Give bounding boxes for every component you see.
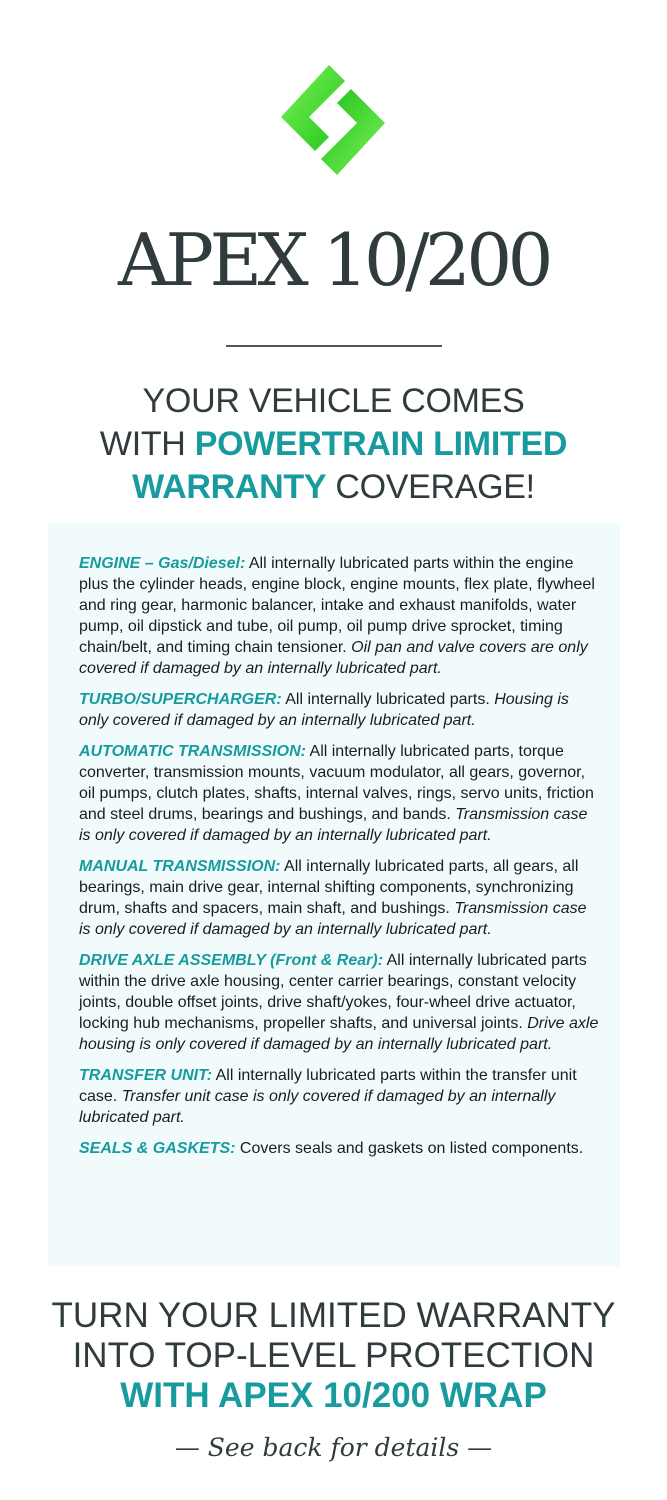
cta-line-2: INTO TOP-LEVEL PROTECTION bbox=[72, 1336, 595, 1375]
coverage-note: Housing is only covered if damaged by an internally lubricated part. bbox=[79, 691, 569, 729]
coverage-label: SEALS & GASKETS: bbox=[79, 1140, 236, 1157]
coverage-text: All internally lubricated parts within the transfer unit case. bbox=[79, 1067, 577, 1105]
coverage-label: ENGINE – Gas/Diesel: bbox=[79, 555, 246, 572]
coverage-item-seals-gaskets bbox=[79, 1138, 599, 1159]
title-divider bbox=[226, 345, 442, 347]
coverage-label: TRANSFER UNIT: bbox=[79, 1067, 213, 1084]
coverage-text: All internally lubricated parts. bbox=[281, 691, 495, 708]
headline-line-2 bbox=[0, 423, 667, 466]
headline-line-1: YOUR VEHICLE COMES bbox=[142, 382, 525, 420]
coverage-note: Oil pan and valve covers are only covered if damaged by an internally lubricated part. bbox=[79, 639, 588, 677]
coverage-label: AUTOMATIC TRANSMISSION: bbox=[79, 743, 306, 760]
headline-accent-text: WARRANTY bbox=[132, 468, 327, 506]
coverage-note: Transmission case is only covered if damaged by an internally lubricated part. bbox=[79, 900, 587, 938]
coverage-note: Transfer unit case is only covered if damaged by an internally lubricated part. bbox=[79, 1088, 556, 1126]
coverage-note: Transmission case is only covered if damaged by an internally lubricated part. bbox=[79, 806, 588, 844]
coverage-list bbox=[79, 553, 599, 1169]
coverage-item-manual-transmission bbox=[79, 856, 599, 940]
coverage-text: All internally lubricated parts within the drive axle housing, center carrier bearings, constant velocity joints, double offset joints, drive shaft/yokes, four-wheel drive actuator, locking hub mechanisms, propeller shafts, and universal joints. bbox=[79, 952, 587, 1032]
coverage-label: MANUAL TRANSMISSION: bbox=[79, 858, 281, 875]
coverage-note: Drive axle housing is only covered if damaged by an internally lubricated part. bbox=[79, 1015, 599, 1053]
headline-line-3 bbox=[0, 466, 667, 509]
coverage-item-engine bbox=[79, 553, 599, 679]
cta-line-1: TURN YOUR LIMITED WARRANTY bbox=[51, 1296, 616, 1335]
cta-line-3: WITH APEX 10/200 WRAP bbox=[120, 1376, 547, 1415]
coverage-text: All internally lubricated parts within the engine plus the cylinder heads, engine block, engine mounts, flex plate, flywheel and ring gear, harmonic balancer, intake and exhaust manifolds, water pump, oil dipstick and tube, oil pump, oil pump drive sprocket, timing chain/belt, and timing chain tensioner. bbox=[79, 555, 595, 656]
brand-title: APEX 10/200 bbox=[118, 218, 549, 302]
headline-accent-text: POWERTRAIN LIMITED bbox=[194, 425, 568, 463]
coverage-item-automatic-transmission bbox=[79, 741, 599, 846]
headline-plain-text: WITH bbox=[99, 425, 195, 463]
coverage-text: Covers seals and gaskets on listed components. bbox=[235, 1140, 584, 1157]
upgrade-headline bbox=[0, 1296, 667, 1416]
coverage-item-transfer-unit bbox=[79, 1065, 599, 1128]
headline-plain-text: COVERAGE! bbox=[326, 468, 535, 506]
apex-logo-icon bbox=[281, 63, 385, 177]
see-back-note: — See back for details — bbox=[174, 1433, 493, 1462]
coverage-headline bbox=[0, 380, 667, 509]
coverage-item-drive-axle bbox=[79, 950, 599, 1055]
coverage-text: All internally lubricated parts, torque converter, transmission mounts, vacuum modulator, all gears, governor, oil pumps, clutch plates, shafts, internal valves, rings, servo units, friction and steel drums, bearings and bushings, and bands. bbox=[79, 743, 594, 823]
coverage-item-turbo bbox=[79, 689, 599, 731]
coverage-label: TURBO/SUPERCHARGER: bbox=[79, 691, 282, 708]
coverage-text: All internally lubricated parts, all gears, all bearings, main drive gear, internal shifting components, synchronizing drum, shafts and spacers, main shaft, and bushings. bbox=[79, 858, 579, 917]
coverage-label: DRIVE AXLE ASSEMBLY (Front & Rear): bbox=[79, 952, 384, 969]
